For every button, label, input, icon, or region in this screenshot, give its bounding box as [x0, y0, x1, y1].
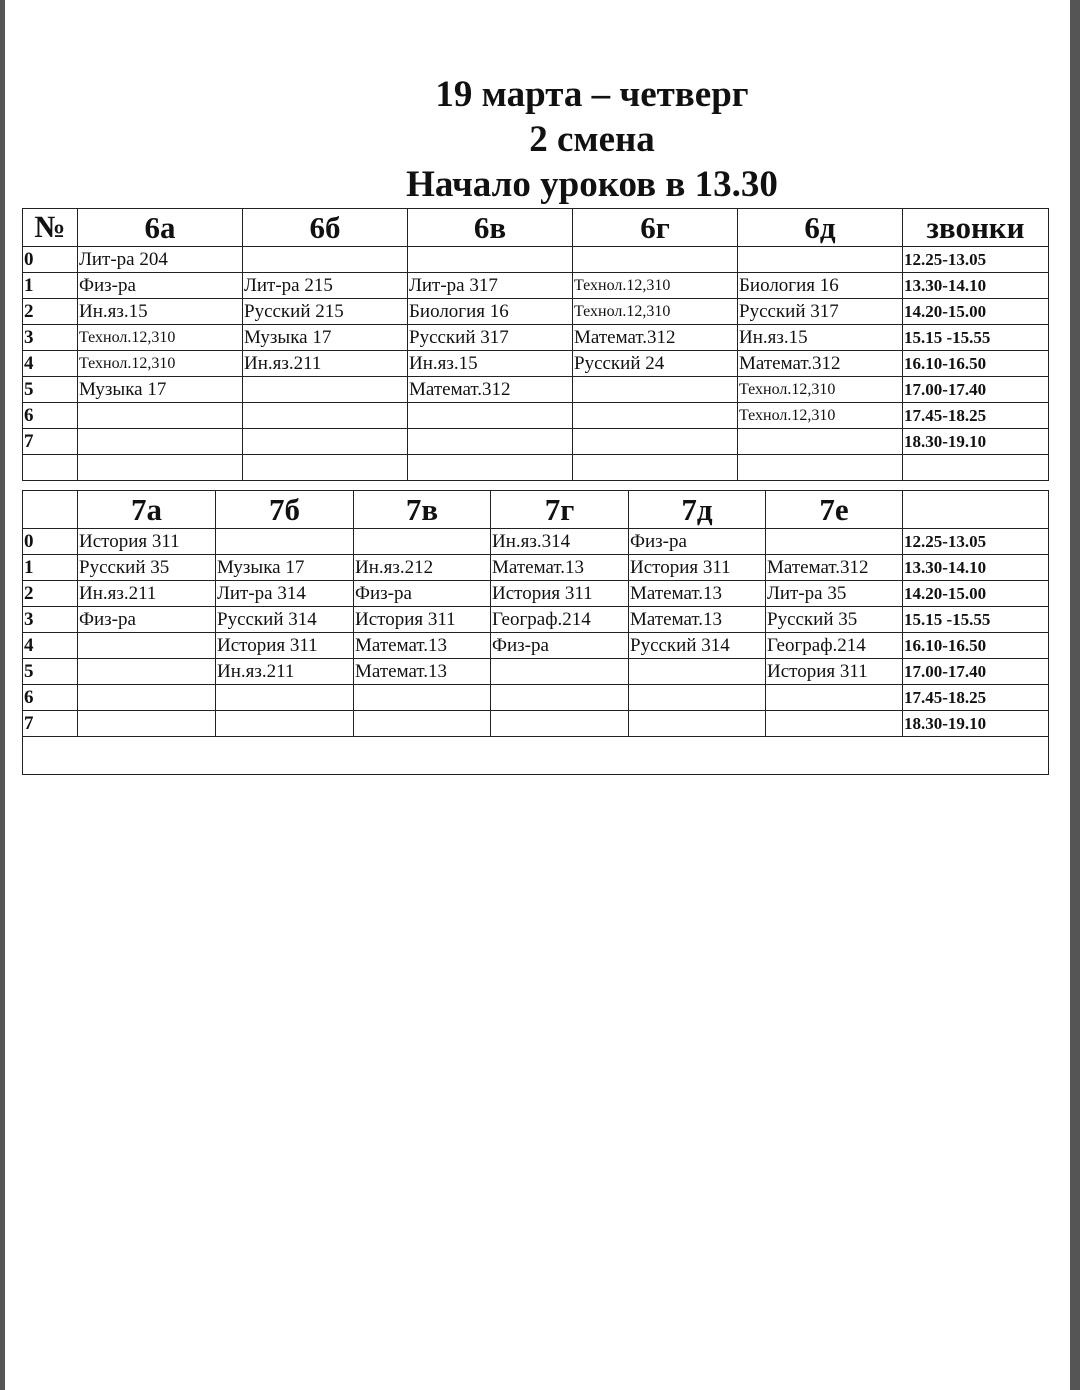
bell-time: 18.30-19.10	[903, 429, 1049, 455]
bells-header: звонки	[903, 209, 1049, 247]
lesson-cell: Лит-ра 35	[766, 581, 903, 607]
lesson-cell: Ин.яз.15	[78, 299, 243, 325]
lesson-cell	[243, 429, 408, 455]
bell-time: 13.30-14.10	[903, 555, 1049, 581]
page-edge-left	[0, 0, 5, 1390]
lesson-number: 6	[23, 403, 78, 429]
lesson-cell	[243, 403, 408, 429]
bell-time: 13.30-14.10	[903, 273, 1049, 299]
lesson-cell	[354, 685, 491, 711]
class-header: 7б	[216, 491, 354, 529]
lesson-cell: Русский 314	[629, 633, 766, 659]
lesson-cell	[78, 429, 243, 455]
lesson-cell	[243, 247, 408, 273]
lesson-cell	[766, 711, 903, 737]
lesson-cell	[78, 455, 243, 481]
bell-time: 17.45-18.25	[903, 403, 1049, 429]
lesson-cell: Математ.312	[738, 351, 903, 377]
lesson-cell: История 311	[766, 659, 903, 685]
lesson-cell: Физ-ра	[354, 581, 491, 607]
lesson-cell: Математ.312	[573, 325, 738, 351]
lesson-number: 3	[23, 325, 78, 351]
lesson-cell: Математ.13	[354, 633, 491, 659]
table-row	[23, 351, 1049, 377]
lesson-cell	[408, 247, 573, 273]
lesson-cell: Технол.12,310	[78, 325, 243, 351]
lesson-cell	[573, 247, 738, 273]
table-row	[23, 273, 1049, 299]
table-row	[23, 633, 1049, 659]
lesson-cell: Ин.яз.314	[491, 529, 629, 555]
lesson-cell	[78, 659, 216, 685]
lesson-number: 3	[23, 607, 78, 633]
title-start-time: Начало уроков в 13.30	[406, 164, 778, 205]
table-row	[23, 429, 1049, 455]
lesson-cell	[573, 403, 738, 429]
lesson-cell: Русский 24	[573, 351, 738, 377]
table-row	[23, 403, 1049, 429]
bell-time: 18.30-19.10	[903, 711, 1049, 737]
lesson-cell: Физ-ра	[629, 529, 766, 555]
lesson-cell: История 311	[78, 529, 216, 555]
lesson-cell: Русский 314	[216, 607, 354, 633]
lesson-cell: Музыка 17	[78, 377, 243, 403]
bell-time: 15.15 -15.55	[903, 607, 1049, 633]
lesson-cell: Биология 16	[408, 299, 573, 325]
title-shift: 2 смена	[529, 119, 655, 160]
table-row	[23, 581, 1049, 607]
class-header: 6б	[243, 209, 408, 247]
class-header: 7д	[629, 491, 766, 529]
lesson-cell	[354, 711, 491, 737]
lesson-cell	[629, 685, 766, 711]
number-header	[23, 491, 78, 529]
lesson-cell: История 311	[491, 581, 629, 607]
lesson-cell	[78, 403, 243, 429]
class-header: 6д	[738, 209, 903, 247]
lesson-cell: Ин.яз.211	[243, 351, 408, 377]
lesson-cell: Ин.яз.15	[408, 351, 573, 377]
lesson-number: 5	[23, 377, 78, 403]
lesson-number: 2	[23, 299, 78, 325]
lesson-cell	[766, 529, 903, 555]
lesson-cell	[243, 377, 408, 403]
lesson-cell: Ин.яз.211	[216, 659, 354, 685]
lesson-cell: Лит-ра 204	[78, 247, 243, 273]
lesson-cell	[629, 711, 766, 737]
bell-time: 14.20-15.00	[903, 581, 1049, 607]
footer-row	[23, 737, 1049, 775]
bell-time: 17.00-17.40	[903, 659, 1049, 685]
lesson-cell: Математ.312	[408, 377, 573, 403]
lesson-cell: Лит-ра 317	[408, 273, 573, 299]
lesson-cell: Физ-ра	[78, 607, 216, 633]
class-header: 6а	[78, 209, 243, 247]
bell-time: 12.25-13.05	[903, 247, 1049, 273]
table-row	[23, 299, 1049, 325]
lesson-cell	[629, 659, 766, 685]
lesson-cell	[216, 711, 354, 737]
lesson-cell	[573, 455, 738, 481]
bell-time	[903, 455, 1049, 481]
lesson-cell	[491, 711, 629, 737]
lesson-cell: Географ.214	[766, 633, 903, 659]
lesson-cell: Физ-ра	[491, 633, 629, 659]
bell-time: 16.10-16.50	[903, 351, 1049, 377]
lesson-cell	[766, 685, 903, 711]
bell-time: 17.45-18.25	[903, 685, 1049, 711]
lesson-number: 7	[23, 711, 78, 737]
table-row	[23, 455, 1049, 481]
lesson-number: 4	[23, 633, 78, 659]
lesson-number: 4	[23, 351, 78, 377]
lesson-cell	[354, 529, 491, 555]
title-date: 19 марта – четверг	[435, 74, 749, 115]
bell-time: 12.25-13.05	[903, 529, 1049, 555]
lesson-cell: История 311	[354, 607, 491, 633]
lesson-cell: Технол.12,310	[78, 351, 243, 377]
lesson-cell: Музыка 17	[216, 555, 354, 581]
class-header: 7в	[354, 491, 491, 529]
class-header: 6в	[408, 209, 573, 247]
lesson-number	[23, 455, 78, 481]
lesson-cell: Музыка 17	[243, 325, 408, 351]
header-row	[23, 491, 1049, 529]
bell-time: 16.10-16.50	[903, 633, 1049, 659]
lesson-cell: Лит-ра 314	[216, 581, 354, 607]
lesson-cell: Математ.312	[766, 555, 903, 581]
table-row	[23, 711, 1049, 737]
lesson-cell	[573, 377, 738, 403]
schedule-table-6	[22, 208, 1049, 481]
table-row	[23, 529, 1049, 555]
lesson-cell: Биология 16	[738, 273, 903, 299]
lesson-number: 0	[23, 529, 78, 555]
lesson-cell	[738, 429, 903, 455]
bell-time: 14.20-15.00	[903, 299, 1049, 325]
table-row	[23, 685, 1049, 711]
lesson-cell: Технол.12,310	[738, 377, 903, 403]
lesson-number: 2	[23, 581, 78, 607]
lesson-cell	[573, 429, 738, 455]
lesson-number: 6	[23, 685, 78, 711]
lesson-cell: Технол.12,310	[738, 403, 903, 429]
bell-time: 17.00-17.40	[903, 377, 1049, 403]
class-header: 7а	[78, 491, 216, 529]
lesson-number: 7	[23, 429, 78, 455]
lesson-cell: Русский 215	[243, 299, 408, 325]
lesson-cell	[78, 685, 216, 711]
lesson-cell: Ин.яз.211	[78, 581, 216, 607]
lesson-cell	[408, 429, 573, 455]
table-row	[23, 607, 1049, 633]
lesson-cell: Математ.13	[491, 555, 629, 581]
footer-cell	[23, 737, 1049, 775]
bells-header	[903, 491, 1049, 529]
lesson-cell: Географ.214	[491, 607, 629, 633]
bell-time: 15.15 -15.55	[903, 325, 1049, 351]
lesson-cell	[216, 685, 354, 711]
lesson-cell: История 311	[629, 555, 766, 581]
lesson-cell	[738, 247, 903, 273]
lesson-cell: История 311	[216, 633, 354, 659]
lesson-cell: Русский 35	[766, 607, 903, 633]
table-row	[23, 659, 1049, 685]
number-header: №	[23, 209, 78, 247]
lesson-cell: Технол.12,310	[573, 273, 738, 299]
lesson-cell	[491, 685, 629, 711]
lesson-cell: Лит-ра 215	[243, 273, 408, 299]
lesson-cell	[738, 455, 903, 481]
schedule-table-7	[22, 490, 1049, 775]
lesson-cell: Русский 35	[78, 555, 216, 581]
lesson-cell: Ин.яз.15	[738, 325, 903, 351]
lesson-number: 5	[23, 659, 78, 685]
class-header: 7г	[491, 491, 629, 529]
lesson-cell	[216, 529, 354, 555]
lesson-cell: Технол.12,310	[573, 299, 738, 325]
lesson-cell: Математ.13	[629, 607, 766, 633]
lesson-cell: Русский 317	[738, 299, 903, 325]
class-header: 6г	[573, 209, 738, 247]
lesson-cell	[491, 659, 629, 685]
lesson-cell: Математ.13	[354, 659, 491, 685]
lesson-cell: Физ-ра	[78, 273, 243, 299]
header-row	[23, 209, 1049, 247]
table-row	[23, 325, 1049, 351]
lesson-cell: Математ.13	[629, 581, 766, 607]
page-edge-right	[1070, 0, 1080, 1390]
lesson-cell	[78, 633, 216, 659]
lesson-cell	[78, 711, 216, 737]
lesson-cell	[408, 403, 573, 429]
lesson-cell: Русский 317	[408, 325, 573, 351]
table-row	[23, 555, 1049, 581]
table-row	[23, 377, 1049, 403]
lesson-cell	[243, 455, 408, 481]
table-row	[23, 247, 1049, 273]
lesson-number: 1	[23, 273, 78, 299]
lesson-number: 1	[23, 555, 78, 581]
lesson-cell: Ин.яз.212	[354, 555, 491, 581]
lesson-number: 0	[23, 247, 78, 273]
class-header: 7е	[766, 491, 903, 529]
lesson-cell	[408, 455, 573, 481]
